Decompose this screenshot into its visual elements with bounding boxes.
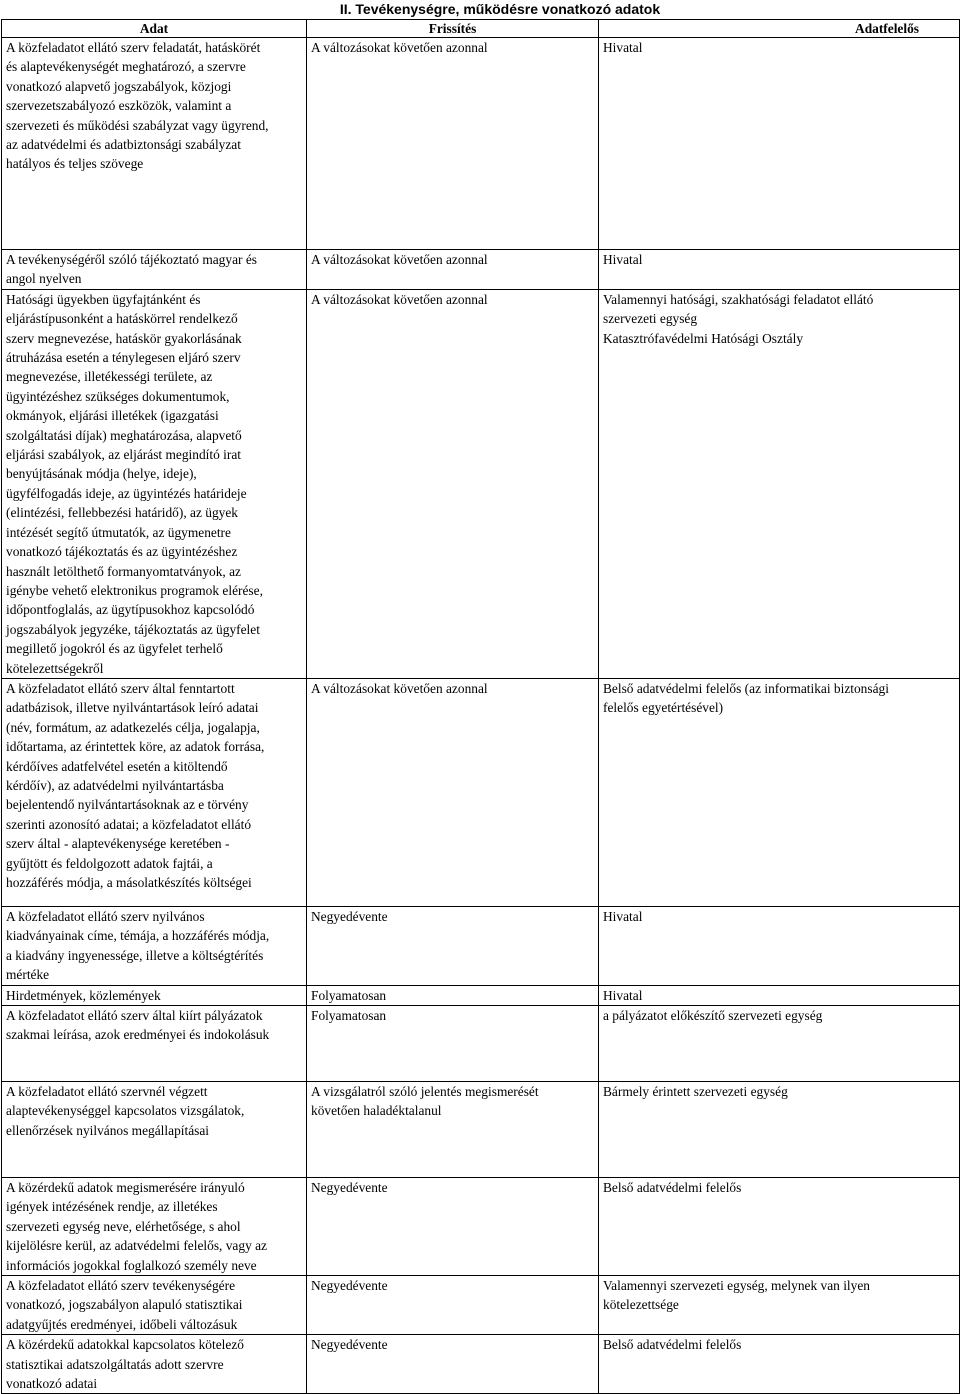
update-text: Negyedévente	[311, 908, 388, 924]
page-title: II. Tevékenységre, működésre vonatkozó adatok	[339, 1, 661, 17]
update-cell	[307, 1081, 599, 1177]
header-row	[2, 20, 960, 38]
responsible-cell	[599, 38, 960, 250]
responsible-cell	[599, 289, 960, 678]
data-cell	[2, 1081, 307, 1177]
update-cell	[307, 1005, 599, 1081]
responsible-text: Valamennyi hatósági, szakhatósági feladatot ellátó szervezeti egység Katasztrófavédelmi Hatósági Osztály	[603, 291, 874, 346]
responsible-cell	[599, 1177, 960, 1275]
responsible-text: Hivatal	[603, 987, 643, 1003]
responsible-text: Belső adatvédelmi felelős (az informatikai biztonsági felelős egyetértésével)	[603, 680, 889, 716]
update-text: Negyedévente	[311, 1278, 388, 1293]
data-cell	[2, 1335, 307, 1394]
table-row	[2, 1335, 960, 1394]
responsible-cell	[599, 250, 960, 290]
update-text: Folyamatosan	[311, 1007, 387, 1023]
update-cell	[307, 1276, 599, 1335]
responsible-text: Hivatal	[603, 252, 643, 267]
update-text: Negyedévente	[311, 1337, 388, 1353]
update-cell	[307, 985, 599, 1005]
responsible-text: Belső adatvédelmi felelős	[603, 1337, 742, 1353]
update-cell	[307, 250, 599, 290]
column-header-frissites: Frissítés	[307, 20, 599, 38]
table-row	[2, 250, 960, 290]
data-cell	[2, 289, 307, 678]
responsible-cell	[599, 1005, 960, 1081]
data-table	[1, 19, 960, 1394]
responsible-text: Hivatal	[603, 908, 643, 924]
data-cell	[2, 38, 307, 250]
update-cell	[307, 1335, 599, 1394]
data-text: A közfeladatot ellátó szervnél végzett alaptevékenységgel kapcsolatos vizsgálatok, ellenőrzések nyilvános megállapításai	[6, 1083, 245, 1138]
data-cell	[2, 1276, 307, 1335]
responsible-cell	[599, 906, 960, 985]
responsible-cell	[599, 1335, 960, 1394]
responsible-text: Belső adatvédelmi felelős	[603, 1179, 742, 1195]
responsible-cell	[599, 1276, 960, 1335]
update-cell	[307, 678, 599, 906]
update-cell	[307, 1177, 599, 1275]
update-cell	[307, 289, 599, 678]
responsible-cell	[599, 678, 960, 906]
data-text: A közérdekű adatok megismerésére irányuló igények intézésének rendje, az illetékes szervezeti egység neve, elérhetősége, s ahol kijelölésre kerül, az adatvédelmi felelős, vagy az információs jogokkal foglalkozó személy neve	[6, 1179, 267, 1273]
data-text: A tevékenységéről szóló tájékoztató magyar és angol nyelven	[6, 252, 257, 287]
column-header-adat: Adat	[2, 20, 307, 38]
update-text: Folyamatosan	[311, 987, 387, 1003]
data-text: A közérdekű adatokkal kapcsolatos kötelező statisztikai adatszolgáltatás adott szervre vonatkozó adatai	[6, 1337, 244, 1392]
table-row	[2, 985, 960, 1005]
table-row	[2, 38, 960, 250]
update-cell	[307, 906, 599, 985]
table-row	[2, 906, 960, 985]
update-cell	[307, 38, 599, 250]
update-text: A változásokat követően azonnal	[311, 40, 488, 55]
data-text: A közfeladatot ellátó szerv nyilvános kiadványainak címe, témája, a hozzáférés módja, a kiadvány ingyenessége, illetve a költségtérítés mértéke	[6, 908, 270, 983]
table-row	[2, 1081, 960, 1177]
data-cell	[2, 678, 307, 906]
data-cell	[2, 985, 307, 1005]
update-text: A változásokat követően azonnal	[311, 680, 488, 696]
table-row	[2, 289, 960, 678]
update-text: A változásokat követően azonnal	[311, 252, 488, 267]
responsible-text: Bármely érintett szervezeti egység	[603, 1083, 788, 1099]
responsible-cell	[599, 985, 960, 1005]
data-cell	[2, 1005, 307, 1081]
update-text: A változásokat követően azonnal	[311, 291, 488, 307]
data-text: Hirdetmények, közlemények	[6, 987, 161, 1003]
responsible-cell	[599, 1081, 960, 1177]
data-text: A közfeladatot ellátó szerv feladatát, hatáskörét és alaptevékenységét meghatározó, a szervre vonatkozó alapvető jogszabályok, közjogi szervezetszabályozó eszközök, valamint a szervezeti és működési szabályzat vagy ügyrend, az adatvédelmi és adatbiztonsági szabályzat hatályos és teljes szövege	[6, 40, 269, 172]
data-text: Hatósági ügyekben ügyfajtánként és eljárástípusonként a hatáskörrel rendelkező szerv megnevezése, hatáskör gyakorlásának átruházása esetén a ténylegesen eljáró szerv megnevezése, illetékességi területe, az ügyintézéshez szükséges dokumentumok, okmányok, eljárási illetékek (igazgatási szolgáltatási díjak) meghatározása, alapvető eljárási szabályok, az eljárást megindító irat benyújtásának módja (helye, ideje), ügyfélfogadás ideje, az ügyintézés határideje (elintézési, fellebbezési határidő), az ügyek intézését segítő útmutatók, az ügymenetre vonatkozó tájékoztatás és az ügyintézéshez használt letölthető formanyomtatványok, az igénybe vehető elektronikus programok elérése, időpontfoglalás, az ügytípusokhoz kapcsolódó jogszabályok jegyzéke, tájékoztatás az ügyfelet megillető jogokról és az ügyfelet terhelő kötelezettségekről	[6, 291, 263, 676]
responsible-text: Hivatal	[603, 40, 643, 55]
table-row	[2, 678, 960, 906]
data-text: A közfeladatot ellátó szerv által kiírt pályázatok szakmai leírása, azok eredményei és indokolásuk	[6, 1007, 270, 1043]
table-row	[2, 1177, 960, 1275]
table-row	[2, 1276, 960, 1335]
data-cell	[2, 1177, 307, 1275]
responsible-text: Valamennyi szervezeti egység, melynek van ilyen kötelezettsége	[603, 1278, 870, 1313]
responsible-text: a pályázatot előkészítő szervezeti egység	[603, 1007, 823, 1023]
data-text: A közfeladatot ellátó szerv tevékenységére vonatkozó, jogszabályon alapuló statisztikai adatgyűjtés eredményei, időbeli változásuk	[6, 1278, 243, 1332]
data-cell	[2, 906, 307, 985]
update-text: A vizsgálatról szóló jelentés megismerését követően haladéktalanul	[311, 1083, 539, 1119]
data-cell	[2, 250, 307, 290]
update-text: Negyedévente	[311, 1179, 388, 1195]
table-row	[2, 1005, 960, 1081]
column-header-adatfelelos: Adatfelelős	[599, 20, 960, 38]
data-text: A közfeladatot ellátó szerv által fenntartott adatbázisok, illetve nyilvántartások leíró adatai (név, formátum, az adatkezelés célja, jogalapja, időtartama, az érintettek köre, az adatok forrása, kérdőíves adatfelvétel esetén a kitöltendő kérdőív), az adatvédelmi nyilvántartásba bejelentendő nyilvántartásoknak az e törvény szerinti azonosító adatai; a közfeladatot ellátó szerv által - alaptevékenysége keretében - gyűjtött és feldolgozott adatok fajtái, a hozzáférés módja, a másolatkészítés költségei	[6, 680, 265, 890]
